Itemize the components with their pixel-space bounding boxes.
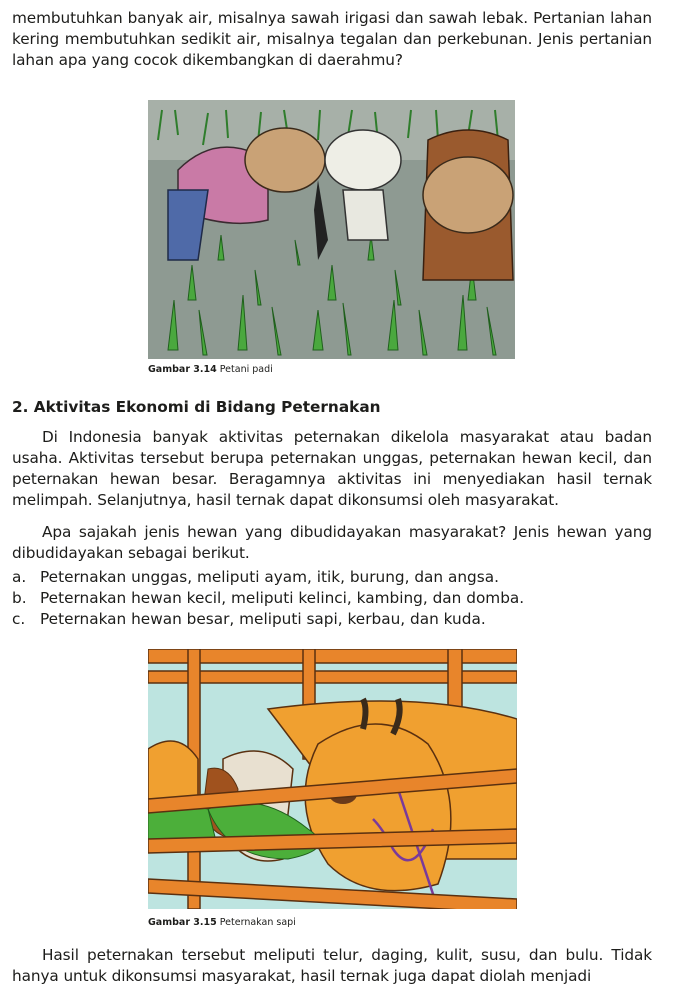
livestock-list bbox=[12, 567, 652, 630]
section-heading: 2. Aktivitas Ekonomi di Bidang Peternakan bbox=[12, 398, 381, 416]
figure1-label: Gambar 3.14 bbox=[148, 364, 217, 375]
figure2-label: Gambar 3.15 bbox=[148, 917, 217, 928]
list-item: c. Peternakan hewan besar, meliputi sapi, kerbau, dan kuda. bbox=[12, 610, 486, 628]
list-item: b. Peternakan hewan kecil, meliputi kelinci, kambing, dan domba. bbox=[12, 589, 525, 607]
paragraph-1: Di Indonesia banyak aktivitas peternakan dikelola masyarakat atau badan usaha. Aktivitas tersebut berupa peternakan unggas, peternakan hewan kecil, dan peternakan hewan besar. Beragamnya aktivitas ini menyediakan hasil ternak melimpah. Selanjutnya, hasil ternak dapat dikonsumsi oleh masyarakat. bbox=[12, 428, 652, 509]
list-item: a. Peternakan unggas, meliputi ayam, itik, burung, dan angsa. bbox=[12, 568, 499, 586]
figure2-title: Peternakan sapi bbox=[219, 917, 296, 928]
figure-rice-farmers bbox=[148, 100, 515, 359]
paragraph-2: Apa sajakah jenis hewan yang dibudidayakan masyarakat? Jenis hewan yang dibudidayakan sebagai berikut. bbox=[12, 523, 652, 562]
figure2-caption bbox=[148, 917, 296, 928]
cattle-farm-illustration bbox=[148, 649, 517, 909]
figure1-caption bbox=[148, 364, 273, 375]
figure1-title: Petani padi bbox=[219, 364, 273, 375]
intro-paragraph: membutuhkan banyak air, misalnya sawah irigasi dan sawah lebak. Pertanian lahan kering membutuhkan sedikit air, misalnya tegalan dan perkebunan. Jenis pertanian lahan apa yang cocok dikembangkan di daerahmu? bbox=[12, 9, 652, 69]
rice-farmers-illustration bbox=[148, 100, 515, 359]
figure-cattle-farm bbox=[148, 649, 517, 909]
paragraph-3: Hasil peternakan tersebut meliputi telur, daging, kulit, susu, dan bulu. Tidak hanya untuk dikonsumsi masyarakat, hasil ternak juga dapat diolah menjadi bbox=[12, 946, 652, 985]
